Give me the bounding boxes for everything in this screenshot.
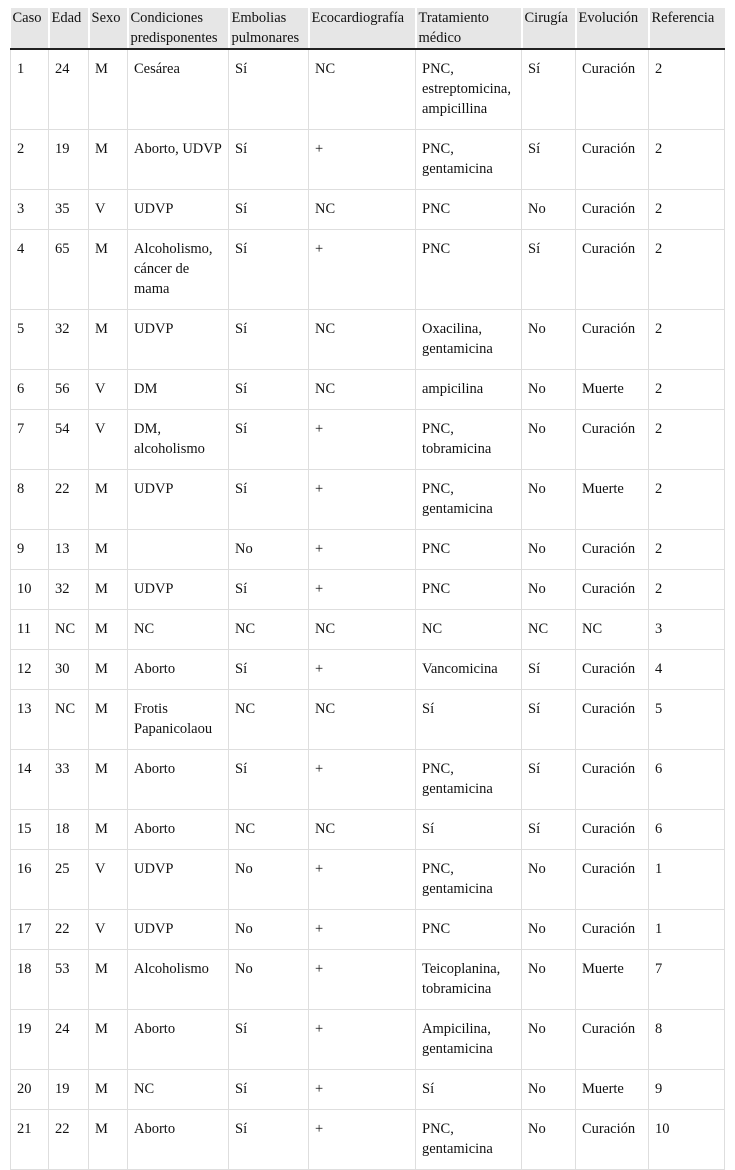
header-sexo: Sexo xyxy=(89,8,128,49)
cell-embolias: Sí xyxy=(229,130,309,190)
cell-sexo: M xyxy=(89,470,128,530)
case-table xyxy=(10,8,725,1170)
cell-sexo: M xyxy=(89,530,128,570)
cell-cirugia: No xyxy=(522,370,576,410)
table-row xyxy=(11,410,725,470)
cell-edad: 65 xyxy=(49,230,89,310)
cell-condiciones: NC xyxy=(128,1070,229,1110)
cell-embolias: Sí xyxy=(229,1010,309,1070)
cell-condiciones: NC xyxy=(128,610,229,650)
cell-evolucion: Curación xyxy=(576,570,649,610)
cell-evolucion: Curación xyxy=(576,230,649,310)
cell-referencia: 2 xyxy=(649,570,725,610)
cell-edad: 19 xyxy=(49,1070,89,1110)
cell-evolucion: Curación xyxy=(576,1110,649,1170)
cell-sexo: M xyxy=(89,750,128,810)
cell-caso: 20 xyxy=(11,1070,49,1110)
cell-referencia: 2 xyxy=(649,310,725,370)
cell-embolias: Sí xyxy=(229,570,309,610)
cell-condiciones: DM, alcoholismo xyxy=(128,410,229,470)
cell-sexo: M xyxy=(89,49,128,130)
cell-tratamiento: PNC, tobramicina xyxy=(416,410,522,470)
cell-sexo: M xyxy=(89,1110,128,1170)
cell-ecocardiografia: + xyxy=(309,1010,416,1070)
cell-tratamiento: PNC xyxy=(416,190,522,230)
cell-tratamiento: PNC, gentamicina xyxy=(416,470,522,530)
cell-sexo: M xyxy=(89,230,128,310)
cell-ecocardiografia: + xyxy=(309,570,416,610)
cell-sexo: M xyxy=(89,610,128,650)
cell-ecocardiografia: NC xyxy=(309,370,416,410)
cell-condiciones: Frotis Papanicolaou xyxy=(128,690,229,750)
cell-tratamiento: Oxacilina, gentamicina xyxy=(416,310,522,370)
cell-referencia: 1 xyxy=(649,850,725,910)
cell-tratamiento: PNC, gentamicina xyxy=(416,850,522,910)
table-row xyxy=(11,1010,725,1070)
cell-tratamiento: Ampicilina, gentamicina xyxy=(416,1010,522,1070)
cell-edad: NC xyxy=(49,690,89,750)
cell-cirugia: Sí xyxy=(522,49,576,130)
cell-cirugia: Sí xyxy=(522,130,576,190)
cell-referencia: 10 xyxy=(649,1110,725,1170)
cell-ecocardiografia: NC xyxy=(309,49,416,130)
cell-tratamiento: Vancomicina xyxy=(416,650,522,690)
cell-referencia: 4 xyxy=(649,650,725,690)
cell-edad: 22 xyxy=(49,910,89,950)
header-cirugia: Cirugía xyxy=(522,8,576,49)
cell-edad: 32 xyxy=(49,310,89,370)
cell-referencia: 9 xyxy=(649,1070,725,1110)
cell-sexo: M xyxy=(89,950,128,1010)
cell-caso: 13 xyxy=(11,690,49,750)
cell-evolucion: Curación xyxy=(576,650,649,690)
cell-embolias: Sí xyxy=(229,370,309,410)
table-row xyxy=(11,690,725,750)
cell-cirugia: Sí xyxy=(522,810,576,850)
cell-tratamiento: PNC, gentamicina xyxy=(416,750,522,810)
cell-caso: 15 xyxy=(11,810,49,850)
cell-embolias: Sí xyxy=(229,1110,309,1170)
cell-cirugia: No xyxy=(522,910,576,950)
cell-condiciones: Aborto xyxy=(128,750,229,810)
table-row xyxy=(11,810,725,850)
table-row xyxy=(11,610,725,650)
cell-referencia: 3 xyxy=(649,610,725,650)
cell-cirugia: No xyxy=(522,1010,576,1070)
cell-caso: 17 xyxy=(11,910,49,950)
cell-condiciones: UDVP xyxy=(128,910,229,950)
cell-ecocardiografia: + xyxy=(309,530,416,570)
cell-embolias: No xyxy=(229,910,309,950)
cell-edad: 18 xyxy=(49,810,89,850)
cell-ecocardiografia: + xyxy=(309,1110,416,1170)
header-edad: Edad xyxy=(49,8,89,49)
cell-condiciones: UDVP xyxy=(128,850,229,910)
cell-referencia: 2 xyxy=(649,470,725,530)
cell-tratamiento: Sí xyxy=(416,1070,522,1110)
case-table-container xyxy=(10,8,724,1170)
cell-tratamiento: ampicilina xyxy=(416,370,522,410)
cell-ecocardiografia: + xyxy=(309,410,416,470)
cell-sexo: M xyxy=(89,650,128,690)
cell-cirugia: No xyxy=(522,530,576,570)
table-row xyxy=(11,470,725,530)
cell-referencia: 2 xyxy=(649,410,725,470)
header-row xyxy=(11,8,725,49)
cell-edad: 32 xyxy=(49,570,89,610)
cell-embolias: Sí xyxy=(229,750,309,810)
cell-cirugia: Sí xyxy=(522,690,576,750)
cell-tratamiento: Sí xyxy=(416,810,522,850)
cell-edad: 54 xyxy=(49,410,89,470)
cell-caso: 21 xyxy=(11,1110,49,1170)
cell-sexo: V xyxy=(89,850,128,910)
cell-caso: 18 xyxy=(11,950,49,1010)
cell-embolias: Sí xyxy=(229,410,309,470)
cell-sexo: V xyxy=(89,370,128,410)
cell-referencia: 2 xyxy=(649,530,725,570)
cell-edad: 24 xyxy=(49,49,89,130)
cell-evolucion: Curación xyxy=(576,130,649,190)
cell-evolucion: Muerte xyxy=(576,950,649,1010)
cell-referencia: 2 xyxy=(649,190,725,230)
cell-condiciones: Aborto xyxy=(128,1010,229,1070)
cell-embolias: NC xyxy=(229,690,309,750)
table-row xyxy=(11,230,725,310)
header-condiciones: Condiciones predisponentes xyxy=(128,8,229,49)
cell-cirugia: No xyxy=(522,950,576,1010)
table-row xyxy=(11,570,725,610)
cell-tratamiento: PNC, estreptomicina, ampicillina xyxy=(416,49,522,130)
cell-condiciones: Alcoholismo, cáncer de mama xyxy=(128,230,229,310)
cell-ecocardiografia: NC xyxy=(309,310,416,370)
cell-condiciones: DM xyxy=(128,370,229,410)
cell-tratamiento: PNC xyxy=(416,530,522,570)
cell-caso: 1 xyxy=(11,49,49,130)
cell-evolucion: Curación xyxy=(576,49,649,130)
cell-caso: 5 xyxy=(11,310,49,370)
cell-condiciones: Aborto xyxy=(128,650,229,690)
cell-embolias: NC xyxy=(229,810,309,850)
cell-referencia: 1 xyxy=(649,910,725,950)
cell-evolucion: Curación xyxy=(576,750,649,810)
cell-caso: 4 xyxy=(11,230,49,310)
table-row xyxy=(11,49,725,130)
header-embolias: Embolias pulmonares xyxy=(229,8,309,49)
cell-cirugia: Sí xyxy=(522,750,576,810)
table-row xyxy=(11,530,725,570)
table-row xyxy=(11,1070,725,1110)
cell-caso: 11 xyxy=(11,610,49,650)
cell-embolias: Sí xyxy=(229,650,309,690)
cell-referencia: 5 xyxy=(649,690,725,750)
cell-ecocardiografia: + xyxy=(309,750,416,810)
cell-embolias: No xyxy=(229,850,309,910)
cell-caso: 3 xyxy=(11,190,49,230)
cell-embolias: No xyxy=(229,950,309,1010)
cell-edad: 22 xyxy=(49,470,89,530)
cell-ecocardiografia: + xyxy=(309,650,416,690)
cell-caso: 7 xyxy=(11,410,49,470)
cell-caso: 6 xyxy=(11,370,49,410)
cell-ecocardiografia: + xyxy=(309,470,416,530)
cell-evolucion: Curación xyxy=(576,1010,649,1070)
cell-cirugia: No xyxy=(522,470,576,530)
cell-edad: 24 xyxy=(49,1010,89,1070)
header-ecocardiografia: Ecocardiografía xyxy=(309,8,416,49)
cell-evolucion: Curación xyxy=(576,530,649,570)
cell-edad: 33 xyxy=(49,750,89,810)
table-row xyxy=(11,190,725,230)
cell-embolias: NC xyxy=(229,610,309,650)
table-row xyxy=(11,750,725,810)
cell-embolias: Sí xyxy=(229,49,309,130)
cell-evolucion: NC xyxy=(576,610,649,650)
table-row xyxy=(11,850,725,910)
cell-condiciones: Alcoholismo xyxy=(128,950,229,1010)
cell-referencia: 2 xyxy=(649,230,725,310)
cell-edad: 53 xyxy=(49,950,89,1010)
cell-evolucion: Muerte xyxy=(576,470,649,530)
cell-tratamiento: NC xyxy=(416,610,522,650)
table-header xyxy=(11,8,725,49)
cell-embolias: Sí xyxy=(229,470,309,530)
table-body xyxy=(11,49,725,1170)
cell-condiciones xyxy=(128,530,229,570)
table-row xyxy=(11,910,725,950)
cell-tratamiento: PNC, gentamicina xyxy=(416,130,522,190)
cell-condiciones: UDVP xyxy=(128,570,229,610)
cell-edad: 13 xyxy=(49,530,89,570)
cell-embolias: Sí xyxy=(229,310,309,370)
cell-ecocardiografia: + xyxy=(309,850,416,910)
cell-edad: 56 xyxy=(49,370,89,410)
cell-embolias: No xyxy=(229,530,309,570)
cell-tratamiento: Sí xyxy=(416,690,522,750)
cell-caso: 14 xyxy=(11,750,49,810)
cell-evolucion: Curación xyxy=(576,190,649,230)
cell-evolucion: Muerte xyxy=(576,1070,649,1110)
cell-ecocardiografia: NC xyxy=(309,810,416,850)
cell-condiciones: UDVP xyxy=(128,310,229,370)
cell-cirugia: NC xyxy=(522,610,576,650)
table-row xyxy=(11,310,725,370)
cell-ecocardiografia: + xyxy=(309,950,416,1010)
cell-condiciones: Aborto xyxy=(128,810,229,850)
cell-cirugia: No xyxy=(522,190,576,230)
cell-ecocardiografia: + xyxy=(309,230,416,310)
cell-referencia: 2 xyxy=(649,370,725,410)
cell-referencia: 2 xyxy=(649,49,725,130)
cell-ecocardiografia: NC xyxy=(309,190,416,230)
cell-sexo: M xyxy=(89,310,128,370)
table-row xyxy=(11,130,725,190)
cell-sexo: V xyxy=(89,410,128,470)
cell-evolucion: Curación xyxy=(576,850,649,910)
cell-cirugia: No xyxy=(522,1070,576,1110)
cell-tratamiento: PNC xyxy=(416,230,522,310)
cell-edad: 19 xyxy=(49,130,89,190)
cell-referencia: 6 xyxy=(649,750,725,810)
cell-sexo: M xyxy=(89,690,128,750)
cell-cirugia: Sí xyxy=(522,230,576,310)
cell-referencia: 6 xyxy=(649,810,725,850)
cell-tratamiento: PNC xyxy=(416,570,522,610)
cell-embolias: Sí xyxy=(229,230,309,310)
cell-sexo: M xyxy=(89,810,128,850)
cell-caso: 2 xyxy=(11,130,49,190)
cell-sexo: V xyxy=(89,910,128,950)
table-row xyxy=(11,950,725,1010)
cell-ecocardiografia: NC xyxy=(309,690,416,750)
table-row xyxy=(11,650,725,690)
cell-condiciones: UDVP xyxy=(128,190,229,230)
cell-caso: 12 xyxy=(11,650,49,690)
cell-embolias: Sí xyxy=(229,190,309,230)
cell-condiciones: Aborto, UDVP xyxy=(128,130,229,190)
cell-evolucion: Curación xyxy=(576,910,649,950)
cell-tratamiento: PNC, gentamicina xyxy=(416,1110,522,1170)
cell-caso: 8 xyxy=(11,470,49,530)
cell-evolucion: Muerte xyxy=(576,370,649,410)
cell-referencia: 7 xyxy=(649,950,725,1010)
cell-evolucion: Curación xyxy=(576,690,649,750)
cell-condiciones: Cesárea xyxy=(128,49,229,130)
cell-ecocardiografia: + xyxy=(309,1070,416,1110)
cell-edad: 22 xyxy=(49,1110,89,1170)
header-caso: Caso xyxy=(11,8,49,49)
cell-sexo: M xyxy=(89,570,128,610)
cell-referencia: 8 xyxy=(649,1010,725,1070)
table-row xyxy=(11,1110,725,1170)
cell-caso: 10 xyxy=(11,570,49,610)
cell-sexo: M xyxy=(89,130,128,190)
cell-evolucion: Curación xyxy=(576,810,649,850)
cell-sexo: V xyxy=(89,190,128,230)
header-tratamiento: Tratamiento médico xyxy=(416,8,522,49)
cell-evolucion: Curación xyxy=(576,410,649,470)
cell-sexo: M xyxy=(89,1010,128,1070)
cell-edad: NC xyxy=(49,610,89,650)
cell-cirugia: No xyxy=(522,570,576,610)
cell-ecocardiografia: NC xyxy=(309,610,416,650)
cell-edad: 30 xyxy=(49,650,89,690)
cell-cirugia: No xyxy=(522,1110,576,1170)
cell-cirugia: No xyxy=(522,850,576,910)
cell-tratamiento: PNC xyxy=(416,910,522,950)
cell-condiciones: UDVP xyxy=(128,470,229,530)
cell-condiciones: Aborto xyxy=(128,1110,229,1170)
table-row xyxy=(11,370,725,410)
header-evolucion: Evolución xyxy=(576,8,649,49)
cell-cirugia: No xyxy=(522,310,576,370)
cell-edad: 35 xyxy=(49,190,89,230)
cell-edad: 25 xyxy=(49,850,89,910)
cell-tratamiento: Teicoplanina, tobramicina xyxy=(416,950,522,1010)
cell-caso: 19 xyxy=(11,1010,49,1070)
cell-embolias: Sí xyxy=(229,1070,309,1110)
cell-caso: 16 xyxy=(11,850,49,910)
cell-evolucion: Curación xyxy=(576,310,649,370)
header-referencia: Referencia xyxy=(649,8,725,49)
cell-ecocardiografia: + xyxy=(309,130,416,190)
cell-ecocardiografia: + xyxy=(309,910,416,950)
cell-cirugia: No xyxy=(522,410,576,470)
cell-caso: 9 xyxy=(11,530,49,570)
cell-sexo: M xyxy=(89,1070,128,1110)
cell-referencia: 2 xyxy=(649,130,725,190)
cell-cirugia: Sí xyxy=(522,650,576,690)
